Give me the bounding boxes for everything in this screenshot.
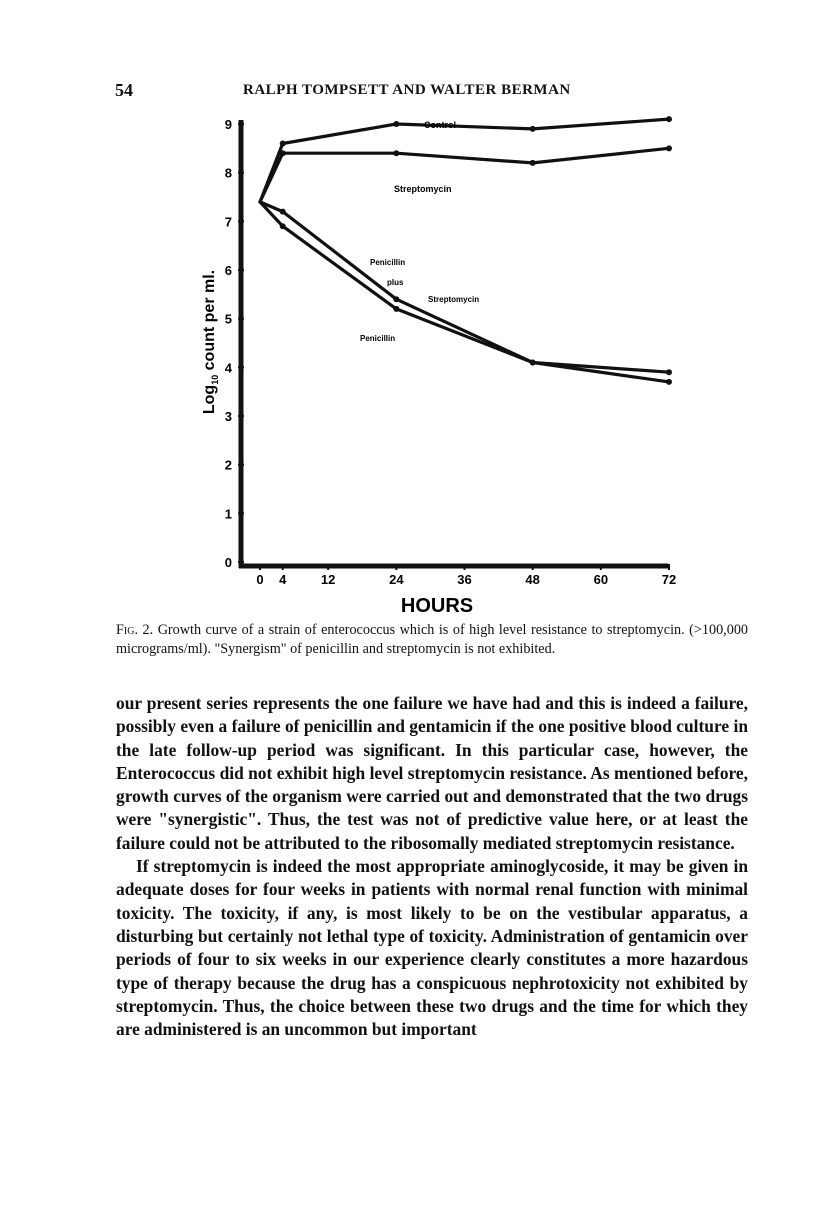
data-point-streptomycin (393, 150, 399, 156)
x-tick-label: 24 (389, 572, 404, 587)
figure-label: Fig. 2. (116, 622, 154, 638)
data-point-streptomycin (530, 160, 536, 166)
chart-axes (239, 120, 668, 568)
x-tick-label: 36 (457, 572, 472, 587)
series-line-control (260, 119, 669, 202)
x-tick-label: 12 (320, 572, 336, 587)
x-tick-label: 60 (593, 572, 609, 587)
x-tick-label: 0 (256, 572, 264, 587)
chart-series (260, 116, 672, 385)
x-axis-title: HOURS (400, 595, 474, 617)
data-point-penicillin-plus-streptomycin (666, 379, 672, 385)
y-tick-label: 6 (224, 263, 232, 278)
y-tick-label: 5 (224, 311, 232, 327)
series-line-penicillin (260, 202, 669, 372)
y-tick-label: 8 (224, 165, 232, 181)
paragraph: our present series represents the one failure we have had and this is indeed a failure, possibly even a failure of penicillin and gentamicin if the one positive blood culture in the late follow-up period was significant. In this particular case, however, the Enterococcus did not exhibit high level streptomycin resistance. As mentioned before, growth curves of the organism were carried out and demonstrated that the two drugs were "synergistic". Thus, the test was not of predictive value here, or at least the failure could not be attributed to the ribosomally mediated streptomycin resistance. (116, 693, 748, 853)
y-tick-label: 7 (224, 214, 232, 230)
figure-caption-text: Growth curve of a strain of enterococcus which is of high level resistance to streptomycin. (>100,000 micrograms/ml). "Synergism" of penicillin and streptomycin is not exhibited. (116, 622, 749, 657)
data-point-penicillin (280, 223, 286, 229)
data-point-control (666, 116, 672, 122)
x-tick-label: 4 (279, 572, 287, 587)
series-line-streptomycin (260, 148, 669, 202)
x-tick-label: 48 (525, 572, 540, 587)
label-penicillin-plus-line1: Penicillin (370, 258, 406, 267)
data-point-streptomycin (666, 145, 672, 151)
y-tick-label: 3 (224, 409, 232, 424)
label-penicillin-plus-line2: plus (387, 278, 404, 287)
y-tick-label: 2 (224, 457, 232, 473)
y-axis-title-prefix: Log (201, 384, 218, 415)
data-point-penicillin (530, 359, 536, 365)
label-penicillin-plus-line3: Streptomycin (428, 295, 480, 304)
figure-caption (116, 621, 748, 659)
data-point-control (393, 121, 399, 127)
data-point-penicillin-plus-streptomycin (393, 296, 399, 302)
label-control: Control (424, 120, 456, 130)
y-tick-label: 1 (224, 506, 232, 522)
data-point-control (280, 140, 286, 146)
running-head: RALPH TOMPSETT AND WALTER BERMAN (243, 82, 571, 98)
y-axis-title-suffix: count per ml. (201, 269, 218, 375)
label-streptomycin: Streptomycin (394, 184, 452, 194)
paragraph: If streptomycin is indeed the most appropriate aminoglycoside, it may be given in adequate doses for four weeks in patients with normal renal function with minimal toxicity. The toxicity, if any, is most likely to be on the vestibular apparatus, a disturbing but certainly not lethal type of toxicity. Administration of gentamicin over periods of four to six weeks in our experience clearly constitutes a more hazardous type of therapy because the drug has a conspicuous nephrotoxicity not exhibited by streptomycin. Thus, the choice between these two drugs and the time for which they are administered is an uncommon but important (116, 856, 748, 1040)
y-axis-title (201, 270, 220, 414)
label-penicillin: Penicillin (360, 334, 396, 343)
data-point-penicillin-plus-streptomycin (280, 209, 286, 215)
y-tick-label: 9 (224, 117, 232, 132)
data-point-streptomycin (280, 150, 286, 156)
series-line-penicillin-plus-streptomycin (260, 202, 669, 382)
y-tick-label: 0 (224, 555, 232, 570)
data-point-penicillin (393, 306, 399, 312)
y-tick-label: 4 (224, 360, 232, 376)
y-axis-title-subscript: 10 (210, 374, 220, 385)
x-tick-label: 72 (661, 572, 677, 587)
data-point-control (530, 126, 536, 132)
data-point-penicillin (666, 369, 672, 375)
page-number: 54 (115, 80, 133, 100)
body-text (116, 692, 748, 1041)
